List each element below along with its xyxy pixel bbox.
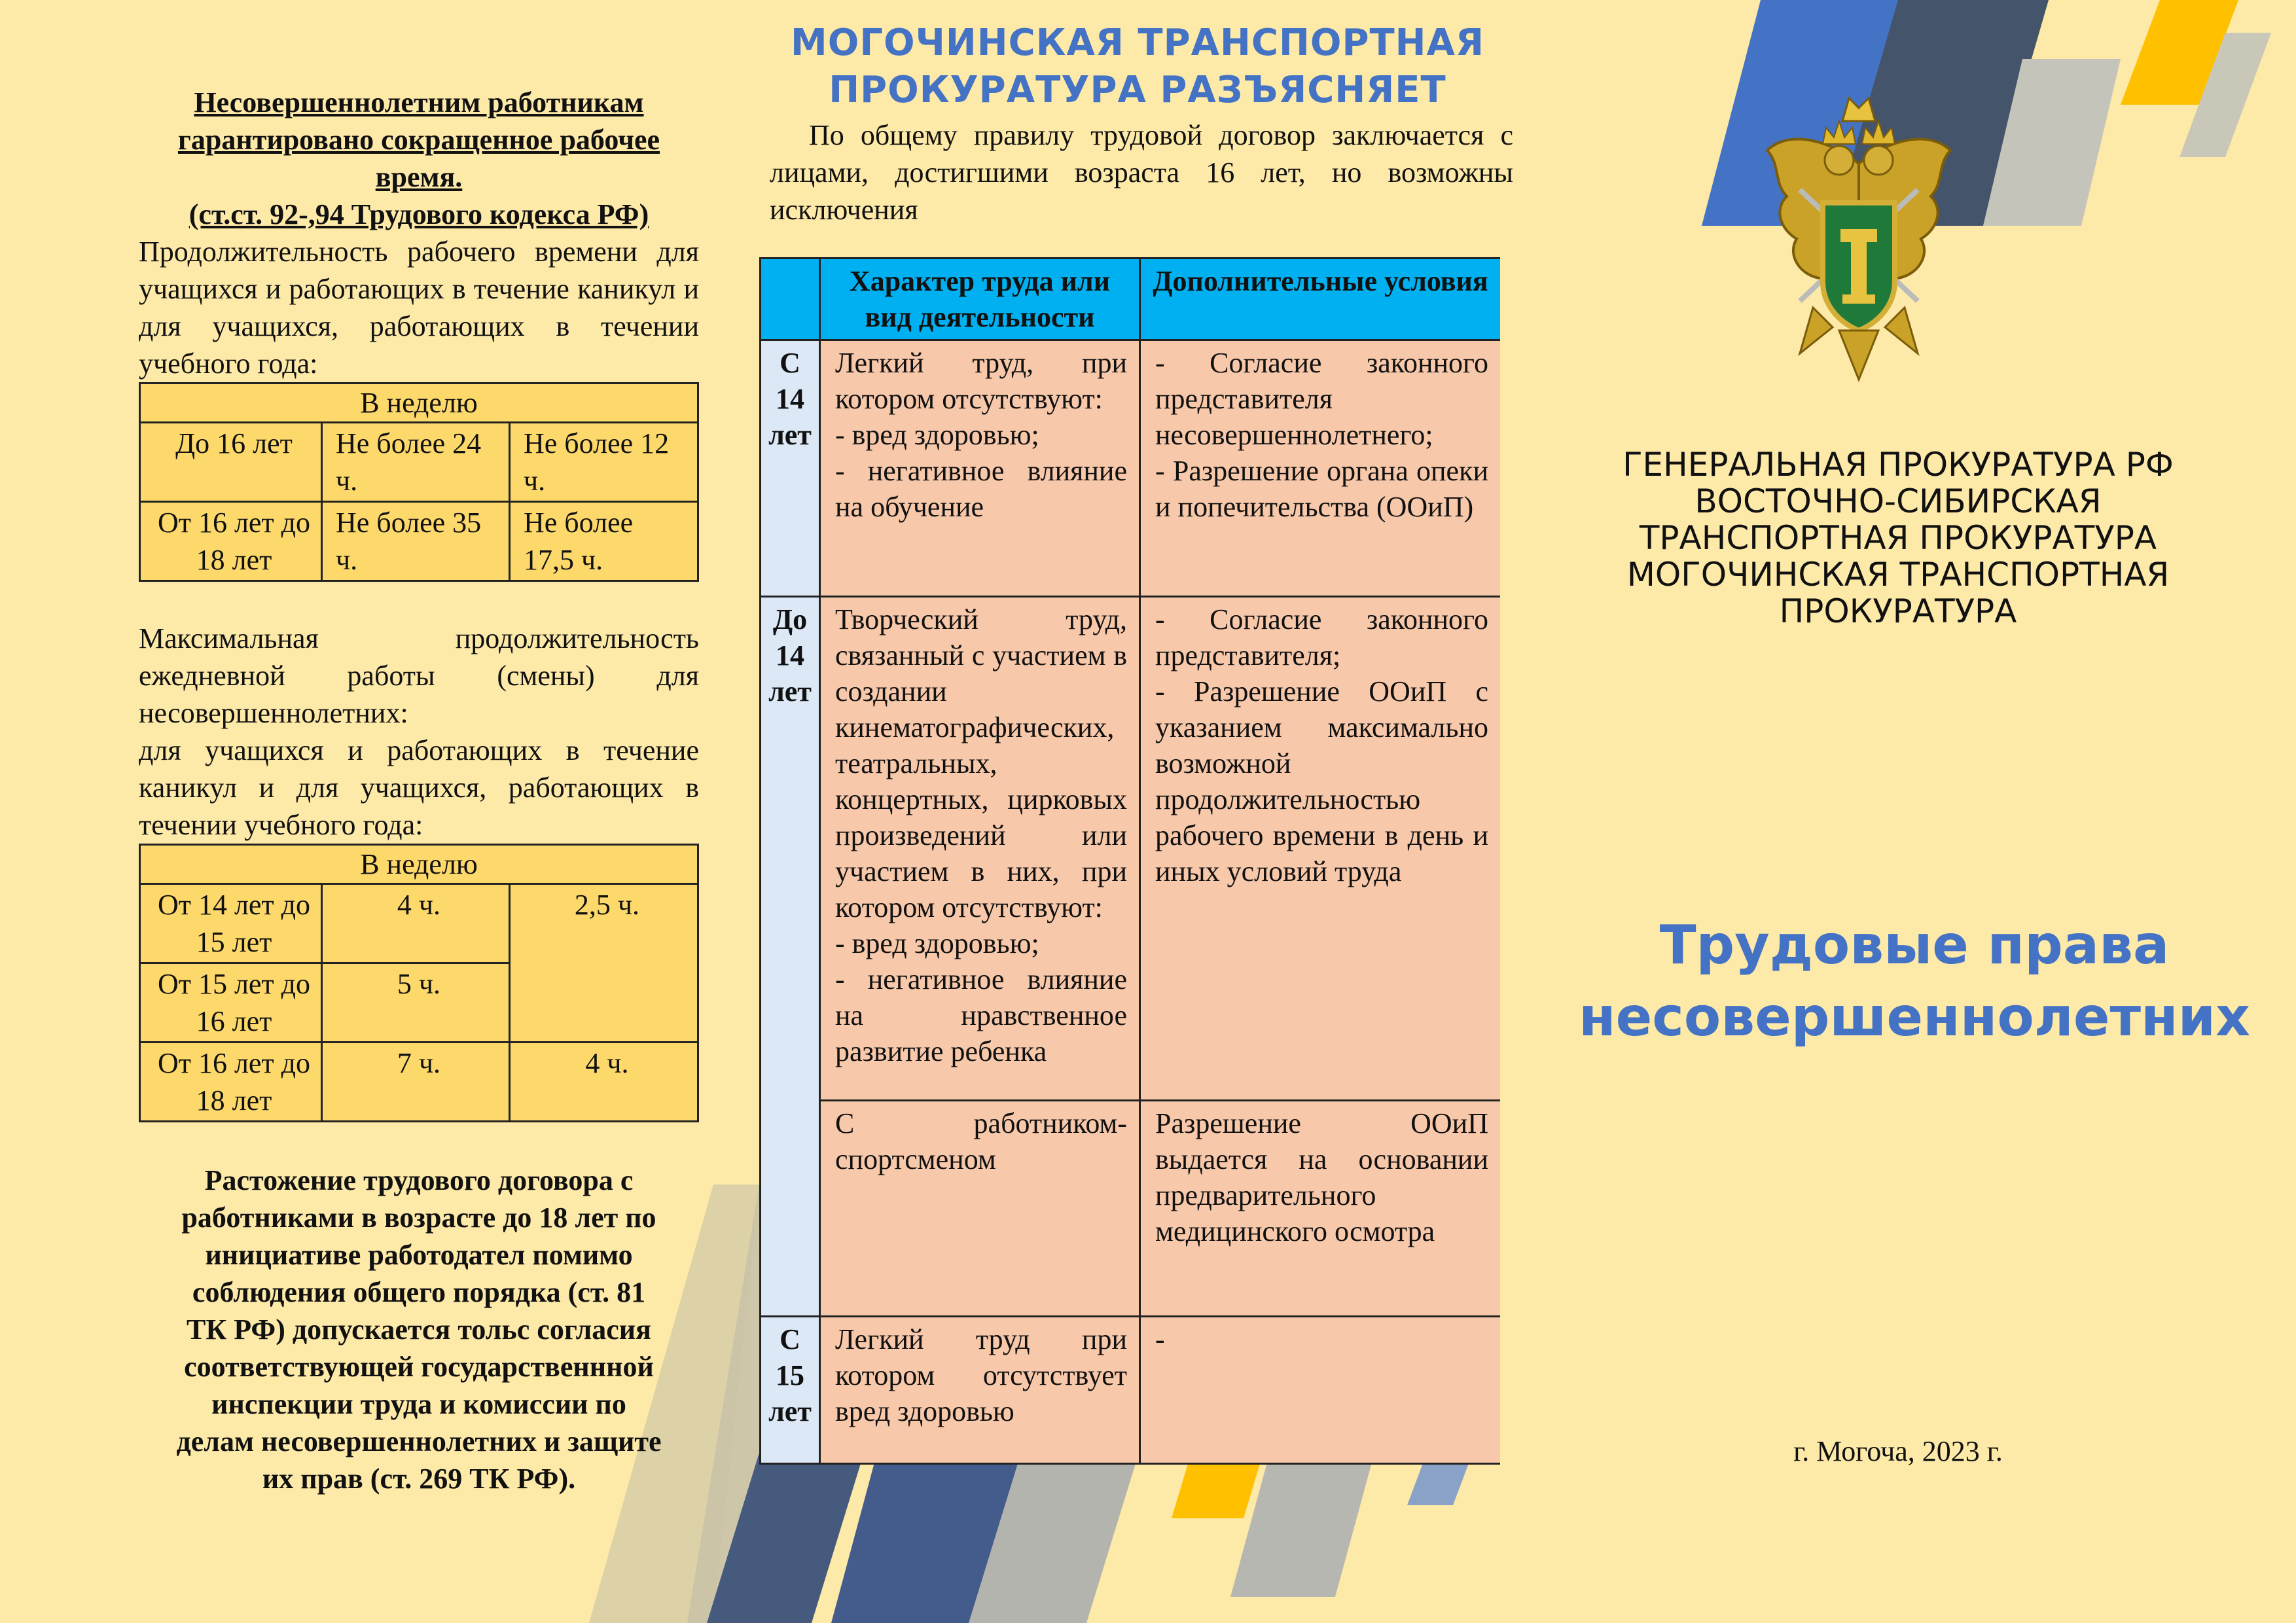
- working-hours-paragraph: Продолжительность рабочего времени для учащихся и работающих в течение каникул и для учащихся, работающих в течении учебного года:: [139, 236, 699, 380]
- table-header: В неделю: [140, 383, 698, 423]
- prosecutor-emblem-icon: [1761, 92, 1957, 406]
- middle-title-line: ПРОКУРАТУРА РАЗЪЯСНЯЕТ: [829, 69, 1446, 111]
- left-panel: [139, 84, 699, 1497]
- table-row: [761, 1317, 1501, 1464]
- work-line: - негативное влияние на обучение: [835, 455, 1127, 523]
- hours-cell: 7 ч.: [322, 1043, 510, 1122]
- termination-line: Растожение трудового договора с: [204, 1164, 634, 1196]
- table-row: [761, 597, 1501, 1101]
- age-cell: С 15 лет: [761, 1317, 820, 1464]
- table-row: [140, 423, 698, 502]
- condition-line: - Согласие законного представителя несовершеннолетнего;: [1155, 347, 1488, 451]
- conditions-cell: [1140, 340, 1501, 597]
- work-line: - вред здоровью;: [835, 927, 1039, 959]
- brochure-title-line: Трудовые права: [1659, 914, 2170, 976]
- table-row: [140, 502, 698, 581]
- age-cell: От 16 лет до 18 лет: [140, 502, 322, 581]
- table-header-cell: [761, 259, 820, 340]
- work-line: Легкий труд при котором отсутствует вред здоровью: [835, 1323, 1127, 1427]
- hours-cell: 2,5 ч.: [510, 884, 698, 1043]
- work-line: - негативное влияние на нравственное развитие ребенка: [835, 963, 1127, 1067]
- table-row: [761, 1101, 1501, 1317]
- weekly-hours-table: [139, 382, 699, 582]
- termination-line: инспекции труда и комиссии по: [211, 1388, 626, 1420]
- condition-line: Разрешение ООиП выдается на основании предварительного медицинского осмотра: [1155, 1107, 1488, 1247]
- condition-line: -: [1155, 1323, 1165, 1355]
- brochure-title-line: несовершеннолетних: [1579, 986, 2250, 1048]
- work-line: С работником-спортсменом: [835, 1107, 1127, 1175]
- hours-cell: Не более 24 ч.: [322, 423, 510, 502]
- brochure-title: [1558, 910, 2271, 1054]
- condition-line: - Разрешение органа опеки и попечительства (ООиП): [1155, 455, 1488, 523]
- hours-cell: 5 ч.: [322, 963, 510, 1043]
- work-cell: [820, 1317, 1140, 1464]
- conditions-cell: [1140, 1101, 1501, 1317]
- work-line: Творческий труд, связанный с участием в создании кинематографических, театральных, концертных, цирковых произведений или участием в них, при котором отсутствуют:: [835, 603, 1127, 923]
- condition-line: - Согласие законного представителя;: [1155, 603, 1488, 671]
- termination-line: ТК РФ) допускается тольс согласия: [187, 1313, 651, 1346]
- termination-line: работниками в возрасте до 18 лет по: [181, 1202, 656, 1234]
- conditions-cell: [1140, 1317, 1501, 1464]
- work-line: Легкий труд, при котором отсутствуют:: [835, 347, 1127, 415]
- age-cell: С 14 лет: [761, 340, 820, 597]
- daily-max-paragraph: Максимальная продолжительность ежедневной работы (смены) для несовершеннолетних:: [139, 622, 699, 729]
- organization-line: МОГОЧИНСКАЯ ТРАНСПОРТНАЯ: [1626, 556, 2170, 594]
- organization-line: ТРАНСПОРТНАЯ ПРОКУРАТУРА: [1639, 519, 2157, 557]
- left-heading-reference: (ст.ст. 92-,94 Трудового кодекса РФ): [188, 198, 649, 230]
- table-row: [761, 340, 1501, 597]
- termination-line: делам несовершеннолетних и защите: [176, 1425, 662, 1457]
- hours-cell: Не более 35 ч.: [322, 502, 510, 581]
- hours-cell: 4 ч.: [510, 1043, 698, 1122]
- left-heading: [139, 84, 699, 233]
- hours-cell: Не более 12 ч.: [510, 423, 698, 502]
- daily-hours-table: [139, 844, 699, 1122]
- work-cell: [820, 1101, 1140, 1317]
- daily-max-subparagraph: для учащихся и работающих в течение каникул и для учащихся, работающих в течении учебного года:: [139, 734, 699, 841]
- organization-line: ГЕНЕРАЛЬНАЯ ПРОКУРАТУРА РФ: [1623, 446, 2174, 484]
- work-cell: [820, 597, 1140, 1101]
- work-cell: [820, 340, 1140, 597]
- organization-names: [1558, 446, 2238, 630]
- table-header-cell: Характер труда или вид деятельности: [820, 259, 1140, 340]
- organization-line: ПРОКУРАТУРА: [1779, 592, 2017, 630]
- age-cell: От 14 лет до 15 лет: [140, 884, 322, 963]
- table-header-row: [761, 259, 1501, 340]
- termination-paragraph: [139, 1162, 699, 1497]
- middle-title: [759, 20, 1516, 114]
- table-row: [140, 1043, 698, 1122]
- work-line: - вред здоровью;: [835, 419, 1039, 451]
- hours-cell: 4 ч.: [322, 884, 510, 963]
- termination-line: их прав (ст. 269 ТК РФ).: [262, 1463, 576, 1495]
- left-heading-line: гарантировано сокращенное рабочее: [177, 124, 660, 156]
- termination-line: соблюдения общего порядка (ст. 81: [192, 1276, 646, 1308]
- left-heading-line: время.: [375, 161, 463, 193]
- table-header-cell: Дополнительные условия: [1140, 259, 1501, 340]
- middle-title-line: МОГОЧИНСКАЯ ТРАНСПОРТНАЯ: [790, 22, 1485, 64]
- age-cell: От 16 лет до 18 лет: [140, 1043, 322, 1122]
- hours-cell: Не более 17,5 ч.: [510, 502, 698, 581]
- left-heading-line: Несовершеннолетним работникам: [194, 86, 644, 118]
- termination-line: соответствующей государственнной: [184, 1351, 654, 1383]
- organization-line: ВОСТОЧНО-СИБИРСКАЯ: [1695, 482, 2102, 520]
- conditions-cell: [1140, 597, 1501, 1101]
- termination-line: инициативе работодател помимо: [205, 1239, 633, 1271]
- table-header: В неделю: [140, 845, 698, 884]
- condition-line: - Разрешение ООиП с указанием максимально возможной продолжительностью рабочего времени в день и иных условий труда: [1155, 675, 1488, 887]
- age-cell: До 16 лет: [140, 423, 322, 502]
- age-exceptions-table: [759, 257, 1500, 1465]
- age-cell: До 14 лет: [761, 597, 820, 1317]
- middle-intro: По общему правилу трудовой договор заключается с лицами, достигшими возраста 16 лет, но возможны исключения: [770, 119, 1513, 226]
- table-row: [140, 884, 698, 963]
- place-and-year: г. Могоча, 2023 г.: [1793, 1435, 2003, 1467]
- age-cell: От 15 лет до 16 лет: [140, 963, 322, 1043]
